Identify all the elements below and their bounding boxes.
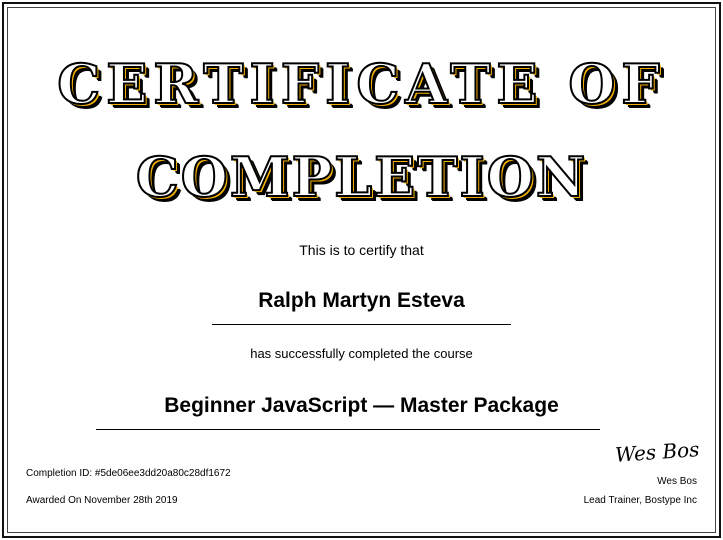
signature-image: Wes Bos <box>613 437 700 467</box>
course-name: Beginner JavaScript — Master Package <box>164 394 559 417</box>
signer-role: Lead Trainer, Bostype Inc <box>583 495 697 506</box>
completion-id: Completion ID: #5de06ee3dd20a80c28df1672 <box>26 468 231 479</box>
signer-name: Wes Bos <box>657 476 697 487</box>
awarded-date: Awarded On November 28th 2019 <box>26 495 178 506</box>
completed-text: has successfully completed the course <box>250 346 473 361</box>
name-underline <box>212 324 511 325</box>
course-underline <box>96 429 600 430</box>
certificate-title-line2: COMPLETION <box>135 145 588 209</box>
certificate-title-line1: CERTIFICATE OF <box>57 52 666 116</box>
recipient-name: Ralph Martyn Esteva <box>258 289 465 312</box>
intro-text: This is to certify that <box>299 242 424 258</box>
